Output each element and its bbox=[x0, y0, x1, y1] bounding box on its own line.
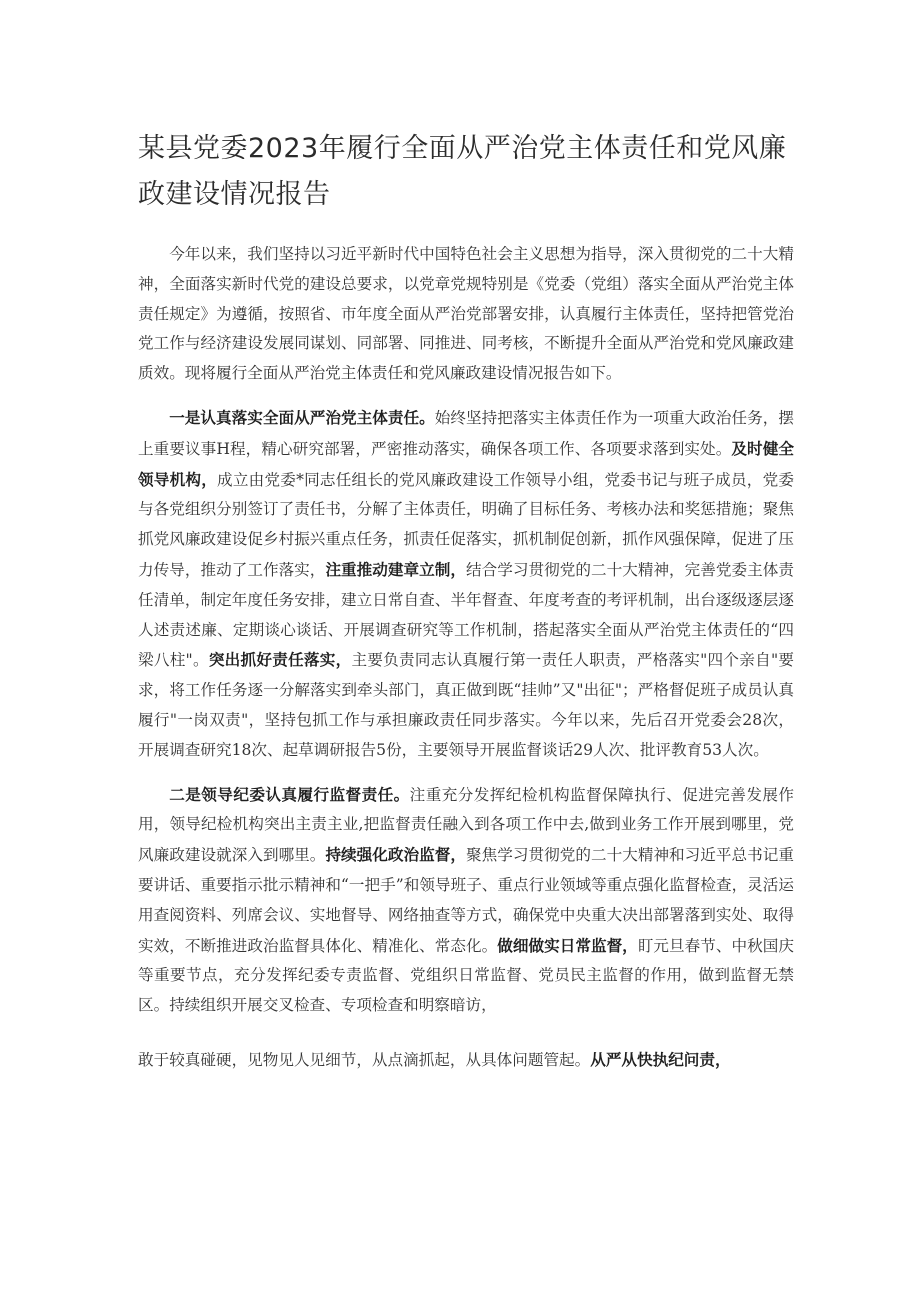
continuation-text-1: 敢于较真碰硬，见物见人见细节，从点滴抓起，从具体问题管起。 bbox=[138, 1050, 591, 1069]
section-2-text-3: 盯元旦春节、中秋国庆等重要节点，充分发挥纪委专责监督、党组织日常监督、党员民主监督的作用，做到监督无禁区。持续组织开展交叉检查、专项检查和明察暗访， bbox=[138, 936, 794, 1015]
document-page bbox=[138, 126, 794, 1090]
intro-paragraph: 今年以来，我们坚持以习近平新时代中国特色社会主义思想为指导，深入贯彻党的二十大精神，全面落实新时代党的建设总要求，以党章党规特别是《党委（党组）落实全面从严治党主体责任规定》为遵循，按照省、市年度全面从严治党部署安排，认真履行主体责任，坚持把管党治党工作与经济建设发展同谋划、同部署、同推进、同考核，不断提升全面从严治党和党风廉政建质效。现将履行全面从严治党主体责任和党风廉政建设情况报告如下。 bbox=[138, 245, 794, 383]
section-2-text-1: 注重充分发挥纪检机构监督保障执行、促进完善发展作用，领导纪检机构突出主责主业,把监督责任融入到各项工作中去,做到业务工作开展到哪里，党风廉政建设就深入到哪里。 bbox=[138, 785, 794, 865]
section-1-paragraph bbox=[138, 403, 794, 766]
document-title: 某县党委2023年履行全面从严治党主体责任和党风廉政建设情况报告 bbox=[138, 133, 787, 210]
section-1-text-2: 成立由党委*同志任组长的党风廉政建设工作领导小组，党委书记与班子成员，党委与各党组织分别签订了责任书，分解了主体责任，明确了目标任务、考核办法和奖惩措施；聚焦抓党风廉政建设促乡村振兴重点任务，抓责任促落实，抓机制促创新，抓作风强保障，促进了压力传导，推动了工作落实， bbox=[138, 470, 794, 579]
section-1-text-3: 结合学习贯彻党的二十大精神，完善党委主体责任清单，制定年度任务安排，建立日常自查、半年督查、年度考查的考评机制，出台逐级逐层逐人述责述廉、定期谈心谈话、开展调查研究等工作机制，搭起落实全面从严治党主体责任的“四梁八柱"。 bbox=[138, 560, 794, 670]
section-2-paragraph bbox=[138, 780, 794, 1021]
section-1-text-4: 主要负责同志认真履行第一责任人职责，严格落实"四个亲自"要求，将工作任务逐一分解落实到牵头部门，真正做到既“挂帅”又"出征"；严格督促班子成员认真履行"一岗双责"，坚持包抓工作与承担廉政责任同步落实。今年以来，先后召开党委会28次，开展调查研究18次、起草调研报告5份，主要领导开展监督谈话29人次、批评教育53人次。 bbox=[138, 651, 794, 759]
section-2-subheading-2: 持续强化政治监督， bbox=[325, 845, 467, 865]
continuation-paragraph bbox=[138, 1045, 794, 1076]
section-1-heading: 一是认真落实全面从严治党主体责任。 bbox=[169, 407, 435, 427]
continuation-subheading-2: 从严从快执纪问责， bbox=[590, 1049, 731, 1069]
section-2-text-2: 聚焦学习贯彻党的二十大精神和习近平总书记重要讲话、重要指示批示精神和“一把手”和领导班子、重点行业领域等重点强化监督检查，灵活运用查阅资料、列席会议、实地督导、网络抽查等方式，确保党中央重大决出部署落到实处、取得实效，不断推进政治监督具体化、精准化、常态化。 bbox=[138, 846, 794, 955]
section-2-heading: 二是领导纪委认真履行监督责任。 bbox=[169, 784, 410, 804]
section-2-subheading-3: 做细做实日常监督， bbox=[497, 935, 638, 955]
section-1-subheading-4: 突出抓好责任落实， bbox=[208, 650, 352, 670]
section-1-subheading-3: 注重推动建章立制， bbox=[325, 559, 467, 579]
section-1-text-1: 始终坚持把落实主体责任作为一项重大政治任务，摆上重要议事H程，精心研究部署，严密推动落实，确保各项工作、各项要求落到实处。 bbox=[138, 408, 794, 458]
section-1-subheading-2: 及时健全领导机构， bbox=[138, 438, 794, 489]
